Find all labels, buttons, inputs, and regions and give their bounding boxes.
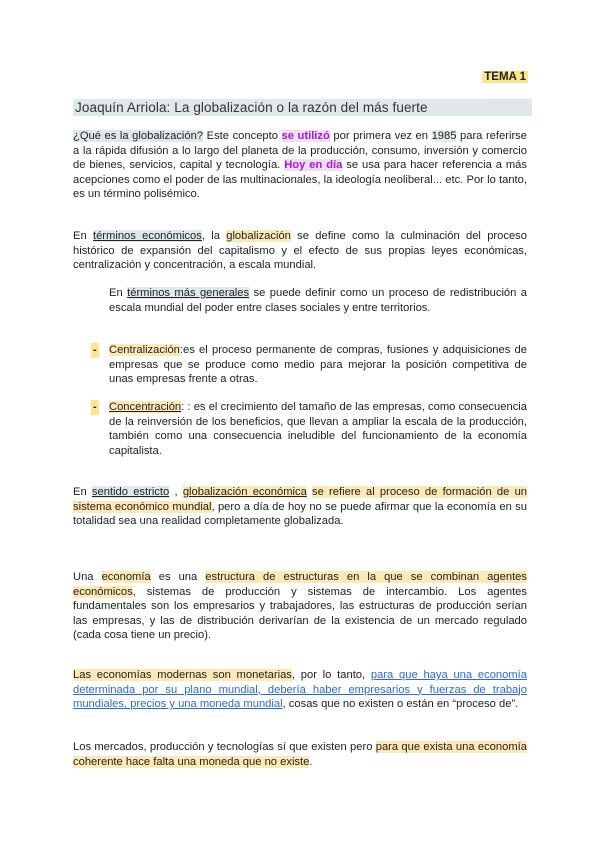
text-span: En — [73, 230, 93, 242]
text-span: Este concepto — [203, 130, 282, 142]
text-span: Los mercados, producción y tecnologías sí que existen pero — [73, 741, 376, 753]
underlined-terminos-economicos: términos económicos — [92, 230, 202, 242]
term-centralizacion: Centralización — [109, 344, 180, 356]
text-span: En — [73, 486, 92, 498]
document-title: Joaquín Arriola: La globalización o la razón del más fuerte — [73, 99, 532, 116]
linked-text-world-economy[interactable]: para que haya una economía determinada por su plano mundial, debería haber empresarios y fuerzas de trabajo mundiales, precios y una moneda mundial — [73, 669, 528, 711]
text-span: : : es el crecimiento del tamaño de las empresas, como consecuencia de la reinversión de los beneficios, que llevan a ampliar la escala de la producción, también como una consecuencia ineludible del funcionamiento de la economía capitalista. — [109, 401, 527, 457]
text-span: , pero a día de hoy no se puede afirmar que la economía en su totalidad sea una realidad completamente globalizada. — [73, 500, 527, 528]
text-span: es una — [150, 571, 206, 583]
highlight-hoy-en-dia: Hoy en día — [284, 159, 343, 172]
highlight-estructura: estructura de estructuras en la que se combinan agentes económicos — [73, 571, 527, 598]
text-span: por primera vez en — [329, 130, 432, 142]
paragraph-markets — [73, 740, 527, 769]
underlined-terminos-generales: términos más generales — [127, 287, 250, 299]
highlight-economia: economía — [101, 571, 151, 583]
text-span: , cosas que no existen o están en “proceso de”. — [282, 698, 519, 711]
highlight-monetarias: Las economías modernas son monetarias — [73, 669, 292, 681]
highlight-year: 1985 — [431, 130, 457, 142]
highlight-globalizacion-economica: globalización económica — [182, 486, 307, 498]
paragraph-economy-definition — [73, 570, 527, 643]
question-text: ¿Qué es la globalización? — [73, 130, 204, 142]
bullet-dash: - — [93, 401, 97, 413]
text-span: para referirse a la rápida difusión a lo largo del planeta de la producción, consumo, inversión y comercio de bienes, servicios, capital y tecnología. — [73, 130, 527, 172]
highlight-moneda: para que exista una economía coherente hace falta una moneda que no existe — [73, 741, 527, 768]
text-span: En — [109, 287, 128, 299]
highlight-se-refiere: se refiere al proceso de formación de un sistema económico mundial — [73, 486, 528, 513]
term-concentracion: Concentración — [109, 401, 182, 413]
paragraph-monetary-economies — [73, 668, 527, 712]
text-span: , la — [201, 230, 227, 242]
paragraph-what-is-globalization — [73, 129, 527, 202]
highlight-se-utilizo: se utilizó — [281, 130, 330, 142]
highlight-globalizacion: globalización — [226, 230, 291, 242]
paragraph-strict-sense — [73, 485, 527, 529]
text-span: se usa para hacer referencia a más acepciones como el poder de las multinacionales, la ideología neoliberal... etc. Por lo tanto, es un término polisémico. — [73, 159, 528, 201]
text-span: :es el proceso permanente de compras, fusiones y adquisiciones de empresas que se produce como medio para mejorar la posición competitiva de unas empresas frente a otras. — [109, 344, 527, 386]
text-span: , por lo tanto, — [291, 669, 371, 681]
text-span: se puede definir como un proceso de redistribución a escala mundial del poder entre clases sociales y entre territorios. — [109, 287, 528, 314]
bullet-dash: - — [93, 344, 97, 356]
bullet-centralizacion — [109, 343, 527, 387]
paragraph-general-terms — [109, 286, 527, 315]
underlined-sentido-estricto: sentido estricto — [91, 486, 170, 498]
bullet-concentracion — [109, 400, 527, 458]
topic-label: TEMA 1 — [484, 71, 526, 83]
text-span: Una — [73, 571, 102, 583]
paragraph-economic-terms — [73, 229, 527, 273]
text-span: , — [169, 486, 183, 498]
text-span: se define como la culminación del proceso histórico de expansión del capitalismo y el efecto de sus propias leyes económicas, centralización y concentración, a escala mundial. — [73, 230, 527, 272]
text-span: , sistemas de producción y sistemas de intercambio. Los agentes fundamentales son los empresarios y trabajadores, las estructuras de producción serían las empresas, y las de distribución derivarían de la existencia de un mercado regulado (cada cosa tiene un precio). — [73, 585, 527, 642]
text-span: . — [309, 755, 313, 768]
